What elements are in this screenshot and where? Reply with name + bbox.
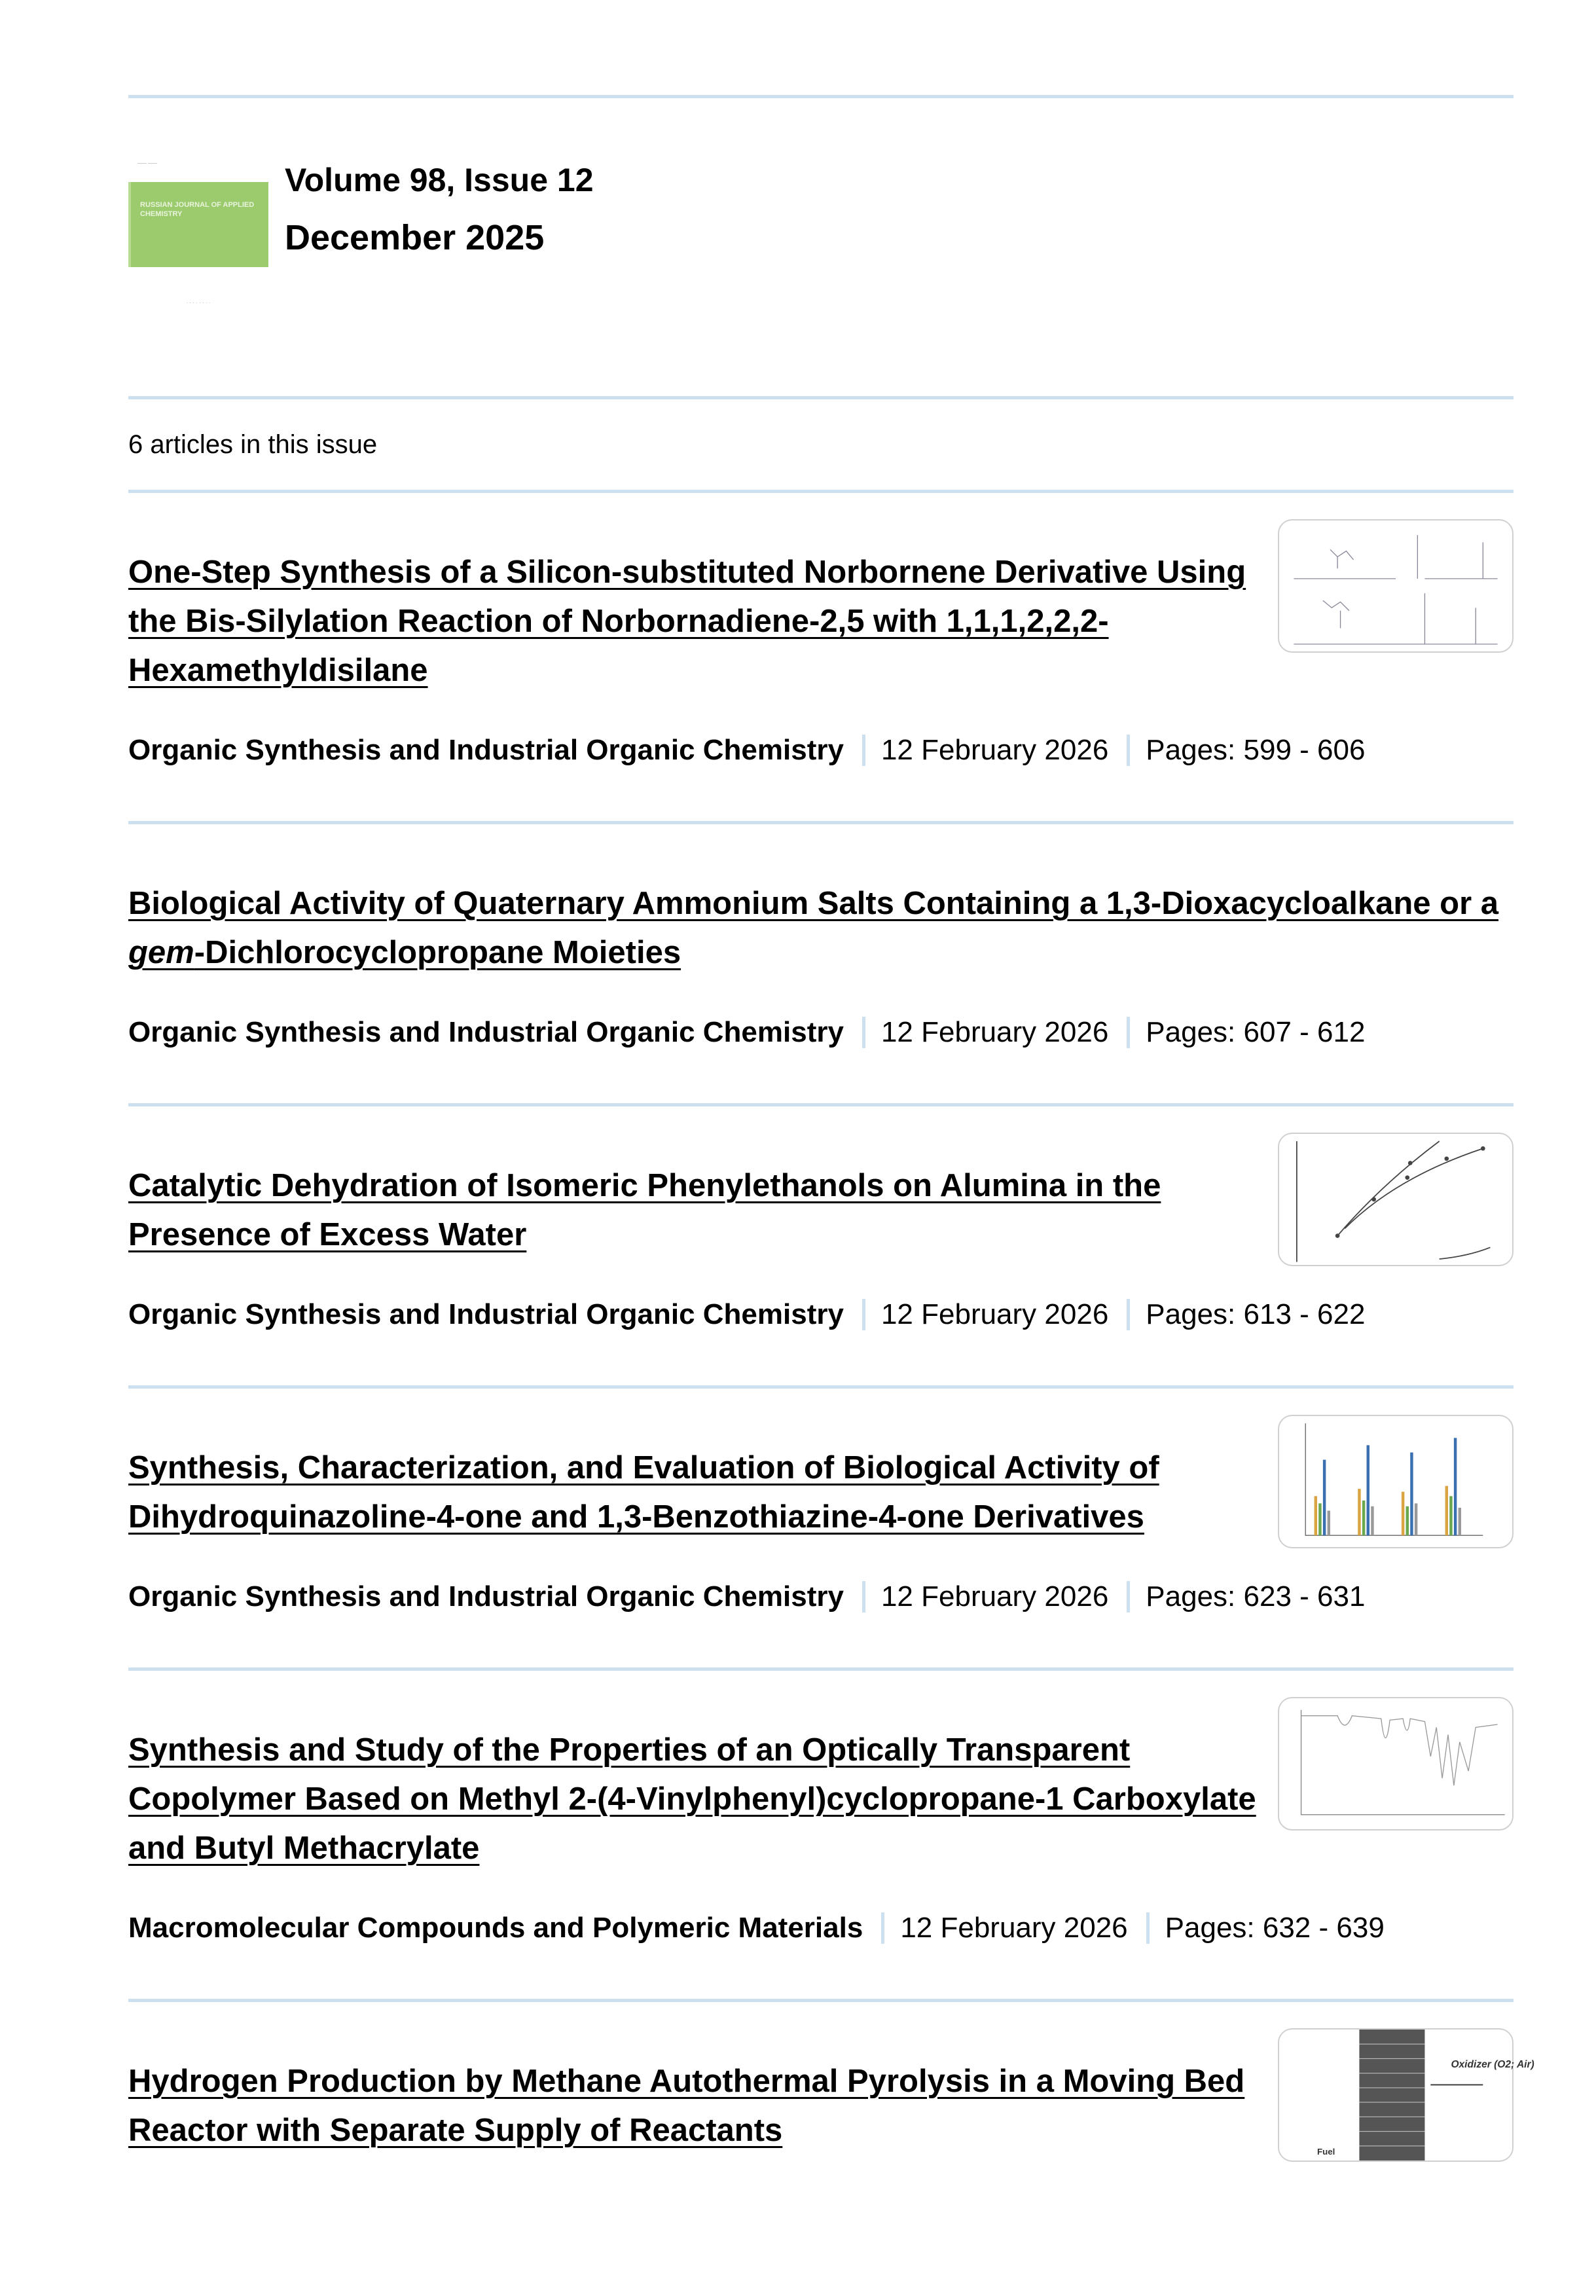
separator <box>881 1912 884 1944</box>
separator <box>862 1299 865 1330</box>
article-item <box>128 1389 1514 1667</box>
issue-volume: Volume 98, Issue 12 <box>285 162 594 198</box>
article-item <box>128 1106 1514 1385</box>
article-journal-section: Organic Synthesis and Industrial Organic Chemistry <box>128 734 844 766</box>
article-meta <box>128 1580 1514 1614</box>
article-date: 12 February 2026 <box>900 1912 1128 1944</box>
article-item <box>128 493 1514 821</box>
article-journal-section: Organic Synthesis and Industrial Organic Chemistry <box>128 1298 844 1330</box>
issue-date: December 2025 <box>285 218 545 257</box>
article-title-link[interactable]: Synthesis, Characterization, and Evaluation of Biological Activity of Dihydroquinazoline-4-one and 1,3-Benzothiazine-4-one Derivatives <box>128 1450 1159 1535</box>
article-thumbnail-nmr-spectrum[interactable] <box>1278 519 1514 653</box>
article-item <box>128 1671 1514 1999</box>
article-title-link[interactable]: Catalytic Dehydration of Isomeric Phenylethanols on Alumina in the Presence of Excess Water <box>128 1168 1161 1252</box>
article-pages: Pages: 613 - 622 <box>1146 1298 1366 1330</box>
article-title-link[interactable]: Hydrogen Production by Methane Autothermal Pyrolysis in a Moving Bed Reactor with Separate Supply of Reactants <box>128 2064 1245 2148</box>
thumb-label-oxidizer: Oxidizer (O2; Air) <box>1451 2058 1534 2070</box>
article-date: 12 February 2026 <box>880 1580 1109 1613</box>
article-pages: Pages: 607 - 612 <box>1146 1016 1366 1048</box>
article-pages: Pages: 599 - 606 <box>1146 734 1366 766</box>
separator <box>1127 735 1130 766</box>
article-meta <box>128 1015 1514 1049</box>
article-title-link[interactable]: Biological Activity of Quaternary Ammonium Salts Containing a 1,3-Dioxacycloalkane or a gem-Dichlorocyclopropane Moieties <box>128 886 1499 970</box>
article-item <box>128 824 1514 1103</box>
article-meta <box>128 733 1514 767</box>
article-count: 6 articles in this issue <box>128 430 378 459</box>
article-journal-section: Organic Synthesis and Industrial Organic Chemistry <box>128 1580 844 1613</box>
separator <box>862 735 865 766</box>
issue-header <box>128 98 1514 396</box>
article-item <box>128 2002 1534 2209</box>
article-date: 12 February 2026 <box>880 734 1109 766</box>
journal-cover-image[interactable]: —— —— RUSSIAN JOURNAL OF APPLIED CHEMISTRY · · · · · · · · <box>128 161 268 396</box>
article-thumbnail-bar-chart[interactable] <box>1278 1415 1514 1548</box>
article-date: 12 February 2026 <box>880 1298 1109 1330</box>
separator <box>1127 1581 1130 1613</box>
article-pages: Pages: 623 - 631 <box>1146 1580 1366 1613</box>
article-journal-section: Organic Synthesis and Industrial Organic Chemistry <box>128 1016 844 1048</box>
article-journal-section: Macromolecular Compounds and Polymeric Materials <box>128 1912 863 1944</box>
issue-page <box>128 0 1534 2209</box>
cover-journal-title: RUSSIAN JOURNAL OF APPLIED CHEMISTRY <box>140 201 255 218</box>
article-thumbnail-conversion-line-chart[interactable] <box>1278 1133 1514 1266</box>
article-meta <box>128 1298 1514 1332</box>
article-date: 12 February 2026 <box>880 1016 1109 1048</box>
separator <box>862 1581 865 1613</box>
article-thumbnail-reactor-diagram[interactable] <box>1278 2028 1534 2162</box>
article-thumbnail-ir-spectrum[interactable] <box>1278 1697 1514 1831</box>
article-title-link[interactable]: One-Step Synthesis of a Silicon-substituted Norbornene Derivative Using the Bis-Silylation Reaction of Norbornadiene-2,5 with 1,1,1,2,2,2-Hexamethyldisilane <box>128 555 1246 688</box>
article-title-link[interactable]: Synthesis and Study of the Properties of an Optically Transparent Copolymer Based on Methyl 2-(4-Vinylphenyl)cyclopropane-1 Carboxylate and Butyl Methacrylate <box>128 1732 1256 1866</box>
article-meta <box>128 1911 1514 1945</box>
thumb-label-fuel: Fuel <box>1317 2147 1335 2157</box>
separator <box>1146 1912 1150 1944</box>
article-pages: Pages: 632 - 639 <box>1165 1912 1385 1944</box>
separator <box>862 1017 865 1048</box>
separator <box>1127 1299 1130 1330</box>
separator <box>1127 1017 1130 1048</box>
